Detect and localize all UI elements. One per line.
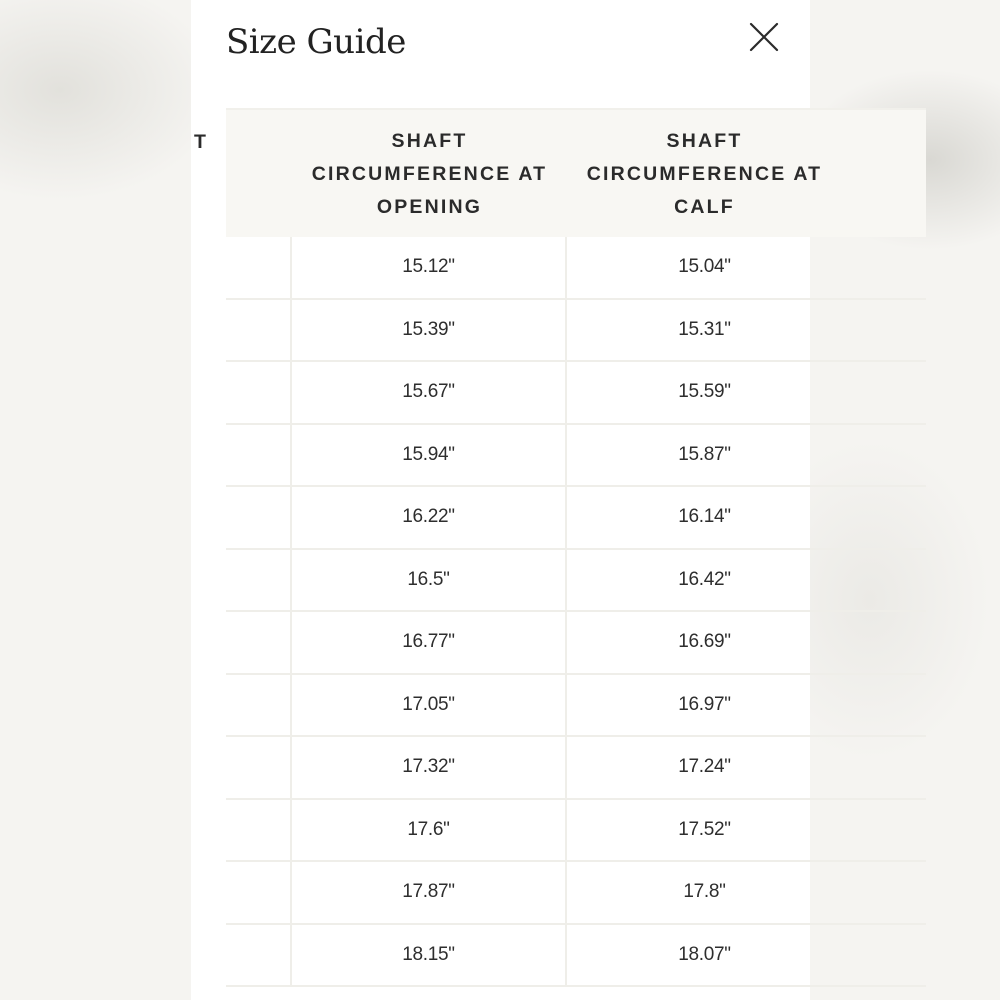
table-row <box>226 237 926 300</box>
cell-partial-column <box>226 800 292 861</box>
cell-shaft-opening: 15.67" <box>292 362 567 423</box>
cell-shaft-calf: 15.87" <box>678 443 731 465</box>
cell-shaft-calf: 17.24" <box>678 756 731 778</box>
cell-shaft-calf: 15.31" <box>678 318 731 340</box>
cell-partial-column <box>226 925 292 986</box>
cell-shaft-opening: 15.94" <box>292 425 567 486</box>
cell-partial-column <box>226 300 292 361</box>
table-row <box>226 487 926 550</box>
close-icon <box>747 20 781 54</box>
cell-shaft-opening: 15.39" <box>292 300 567 361</box>
table-row <box>226 862 926 925</box>
table-body <box>226 237 926 987</box>
cell-shaft-opening: 15.12" <box>292 237 567 298</box>
size-guide-modal <box>191 0 823 1000</box>
header-shaft-opening <box>292 110 567 239</box>
cell-partial-column <box>226 862 292 923</box>
header-shaft-opening-label: SHAFT CIRCUMFERENCE AT OPENING <box>311 130 548 218</box>
table-row <box>226 550 926 613</box>
table-row <box>226 737 926 800</box>
cell-partial-column <box>226 425 292 486</box>
cell-shaft-opening: 16.77" <box>292 612 567 673</box>
cell-shaft-calf: 16.69" <box>678 631 731 653</box>
table-header <box>193 108 926 237</box>
cell-shaft-opening: 17.32" <box>292 737 567 798</box>
cell-shaft-opening: 17.6" <box>292 800 567 861</box>
cell-shaft-calf: 17.52" <box>678 818 731 840</box>
cell-partial-column <box>226 487 292 548</box>
cell-shaft-calf: 18.07" <box>678 943 731 965</box>
cell-partial-column <box>226 737 292 798</box>
table-row <box>226 425 926 488</box>
table-row <box>226 925 926 988</box>
table-row <box>226 300 926 363</box>
cell-shaft-opening: 18.15" <box>292 925 567 986</box>
cell-shaft-opening: 17.05" <box>292 675 567 736</box>
table-row <box>226 675 926 738</box>
cell-shaft-calf: 17.8" <box>683 881 726 903</box>
header-shaft-calf-label: SHAFT CIRCUMFERENCE AT CALF <box>586 130 823 218</box>
cell-partial-column <box>226 612 292 673</box>
cell-shaft-calf: 16.42" <box>678 568 731 590</box>
cell-shaft-calf: 16.97" <box>678 693 731 715</box>
modal-title: Size Guide <box>226 22 406 62</box>
cell-shaft-calf: 15.59" <box>678 381 731 403</box>
cell-partial-column <box>226 237 292 298</box>
cell-shaft-calf: 15.04" <box>678 256 731 278</box>
header-partial-column: T <box>193 131 209 153</box>
cell-partial-column <box>226 362 292 423</box>
cell-shaft-opening: 17.87" <box>292 862 567 923</box>
table-row <box>226 800 926 863</box>
table-row <box>226 362 926 425</box>
cell-shaft-opening: 16.22" <box>292 487 567 548</box>
size-table-scroll[interactable] <box>193 108 823 1000</box>
header-shaft-calf <box>567 110 842 239</box>
cell-shaft-opening: 16.5" <box>292 550 567 611</box>
cell-partial-column <box>226 675 292 736</box>
table-row <box>226 612 926 675</box>
cell-partial-column <box>226 550 292 611</box>
cell-shaft-calf: 16.14" <box>678 506 731 528</box>
close-button[interactable] <box>747 20 781 54</box>
